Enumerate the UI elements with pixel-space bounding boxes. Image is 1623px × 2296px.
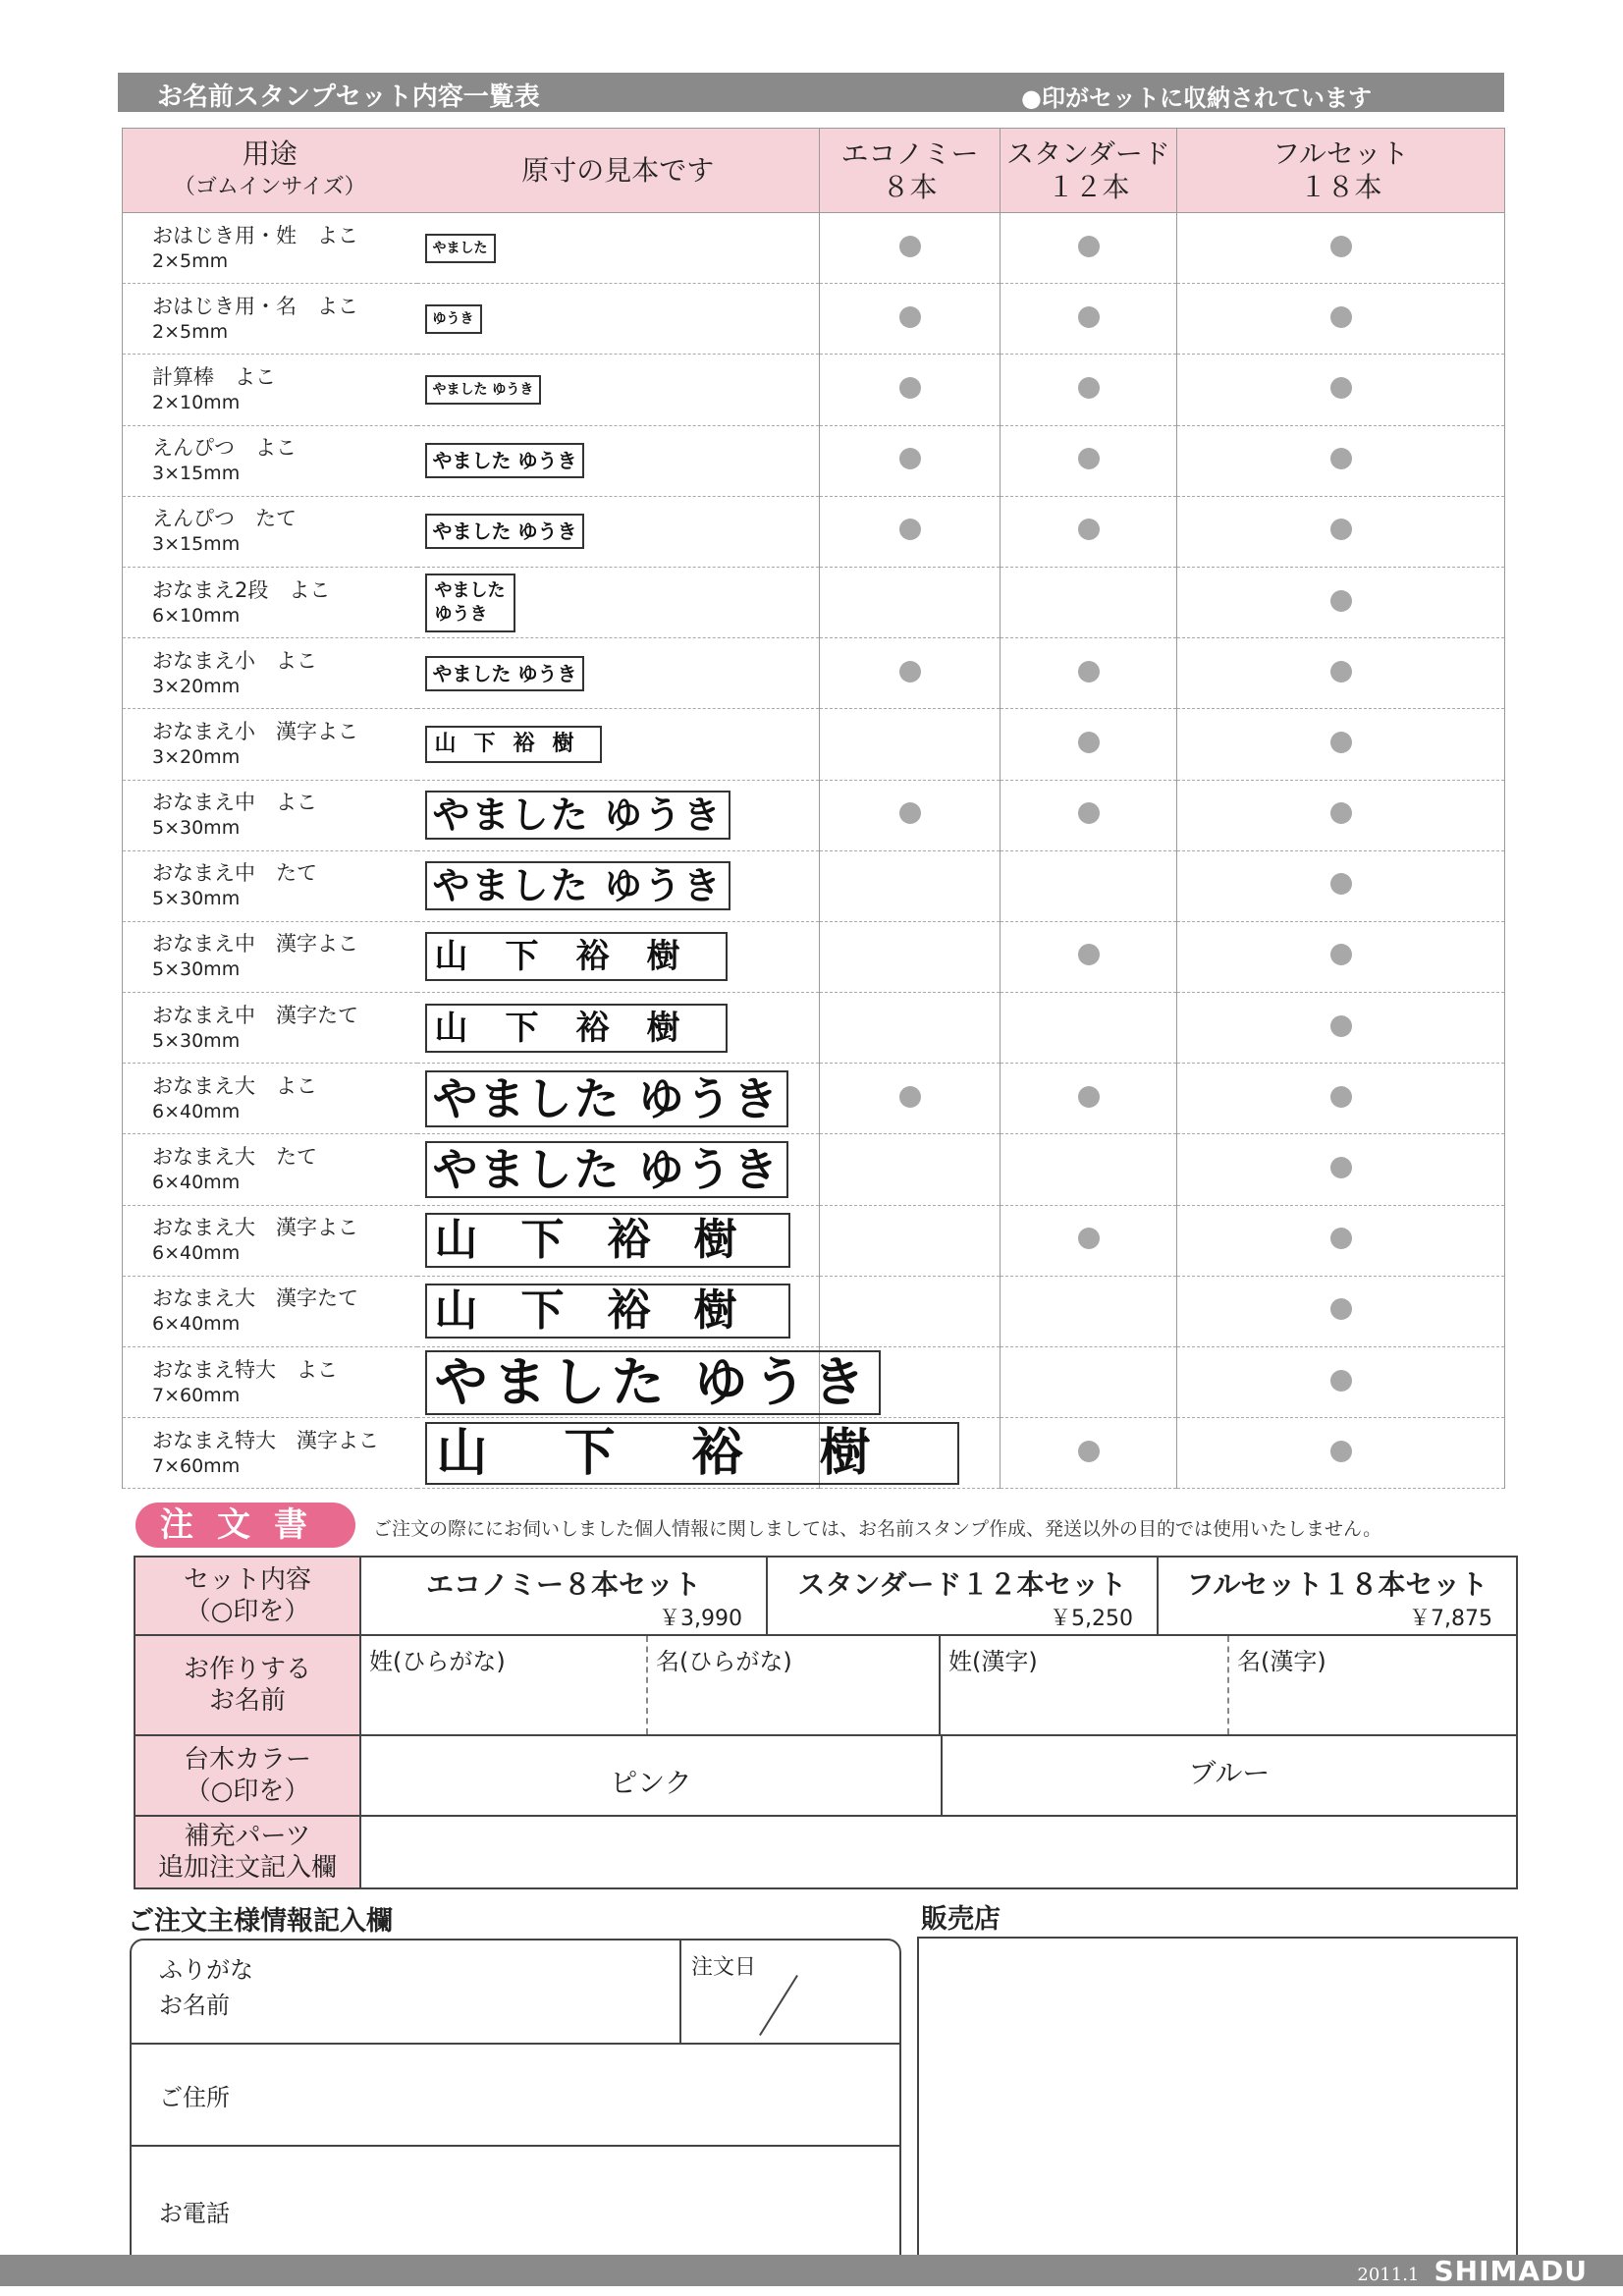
included-dot-icon [1078,944,1100,965]
stamp-sample: 山下裕樹 [425,726,602,763]
included-full-cell [1177,567,1505,637]
sample-cell [417,993,820,1064]
table-row [123,1205,1505,1276]
sample-cell [417,213,820,284]
footer-brand: SHIMADU [1434,2255,1588,2287]
table-row [123,496,1505,567]
included-dot-icon [1078,802,1100,824]
stamp-sample: 山下裕樹 [425,1004,728,1053]
sample-cell [417,921,820,992]
page-title: お名前スタンプセット内容一覧表 [157,82,540,112]
option-blue[interactable]: ブルー [1188,1757,1271,1789]
col-header-fullset: フルセット １８本 [1177,129,1505,213]
included-dot-icon [1078,1228,1100,1249]
included-dot-icon [1330,306,1352,328]
included-dot-icon [1330,1015,1352,1037]
included-std-cell [1001,1134,1177,1205]
included-std-cell [1001,1205,1177,1276]
included-full-cell [1177,284,1505,355]
included-eco-cell [820,1064,1001,1134]
sei-kana-field[interactable]: 姓(ひらがな) [361,1636,648,1734]
included-eco-cell [820,709,1001,780]
included-eco-cell [820,780,1001,850]
included-full-cell [1177,1418,1505,1489]
stamp-sample: やました ゆうき [425,1350,882,1415]
table-row [123,709,1505,780]
stamp-sample: やました ゆうき [425,375,542,405]
included-eco-cell [820,496,1001,567]
included-eco-cell [820,850,1001,921]
included-eco-cell [820,1276,1001,1346]
name-row [135,1636,1516,1736]
table-row [123,425,1505,496]
included-std-cell [1001,921,1177,992]
table-row [123,213,1505,284]
color-row [135,1736,1516,1817]
included-eco-cell [820,425,1001,496]
parts-field[interactable] [361,1817,1516,1887]
table-row [123,567,1505,637]
use-cell: おなまえ小 漢字よこ 3×20mm [123,709,417,780]
included-dot-icon [1330,1370,1352,1392]
color-label: 台木カラー （○印を） [135,1736,361,1815]
customer-info-title: ご注文主様情報記入欄 [128,1906,393,1937]
included-eco-cell [820,213,1001,284]
included-full-cell [1177,1347,1505,1418]
option-pink[interactable]: ピンク [361,1736,943,1815]
order-form-tab: 注文書 [135,1503,355,1548]
included-dot-icon [1078,1441,1100,1462]
included-dot-icon [1330,944,1352,965]
parts-label: 補充パーツ 追加注文記入欄 [135,1817,361,1887]
stamp-sample: やました ゆうき [425,1141,788,1198]
use-cell: おなまえ2段 よこ 6×10mm [123,567,417,637]
sample-cell [417,1064,820,1134]
included-dot-icon [899,1086,921,1108]
included-eco-cell [820,1205,1001,1276]
stamp-sample: 山下裕樹 [425,932,728,981]
option-standard-set[interactable]: スタンダード１２本セット ￥5,250 [768,1558,1159,1634]
table-row [123,1064,1505,1134]
included-dot-icon [1330,377,1352,399]
sample-cell [417,638,820,709]
use-cell: 計算棒 よこ 2×10mm [123,355,417,425]
name-label: お作りする お名前 [135,1636,361,1734]
included-dot-icon [899,661,921,683]
date-slash [759,1975,798,2036]
included-dot-icon [1330,1157,1352,1178]
included-dot-icon [1078,448,1100,469]
stamp-sample: やました ゆうき [425,861,730,910]
included-full-cell [1177,1064,1505,1134]
stamp-sample: 山下裕樹 [425,1213,790,1268]
sample-cell [417,567,820,637]
included-dot-icon [1330,519,1352,540]
set-row [135,1558,1516,1636]
col-header-economy: エコノミー ８本 [820,129,1001,213]
customer-name-label: お名前 [159,1992,230,2019]
included-dot-icon [1078,306,1100,328]
sample-cell [417,496,820,567]
included-full-cell [1177,1276,1505,1346]
included-dot-icon [1330,802,1352,824]
included-std-cell [1001,496,1177,567]
included-eco-cell [820,993,1001,1064]
table-row [123,1276,1505,1346]
sample-cell [417,1134,820,1205]
sei-kanji-field[interactable]: 姓(漢字) [941,1636,1229,1734]
included-dot-icon [1330,873,1352,895]
included-full-cell [1177,921,1505,992]
included-dot-icon [1078,661,1100,683]
address-label: ご住所 [159,2084,230,2111]
use-cell: おなまえ特大 よこ 7×60mm [123,1347,417,1418]
included-dot-icon [1078,732,1100,753]
use-cell: おなまえ大 たて 6×40mm [123,1134,417,1205]
included-std-cell [1001,993,1177,1064]
order-date-label: 注文日 [691,1955,757,1980]
included-dot-icon [1330,1228,1352,1249]
use-cell: おはじき用・姓 よこ 2×5mm [123,213,417,284]
use-cell: おなまえ大 漢字よこ 6×40mm [123,1205,417,1276]
sample-cell [417,850,820,921]
included-full-cell [1177,1134,1505,1205]
use-cell: えんぴつ たて 3×15mm [123,496,417,567]
included-std-cell [1001,1276,1177,1346]
included-full-cell [1177,709,1505,780]
mei-kanji-field[interactable]: 名(漢字) [1237,1648,1326,1675]
included-full-cell [1177,213,1505,284]
included-dot-icon [1330,1298,1352,1320]
col-header-sample: 原寸の見本です [417,129,820,213]
sample-cell [417,355,820,425]
use-cell: おなまえ中 よこ 5×30mm [123,780,417,850]
use-cell: おなまえ中 たて 5×30mm [123,850,417,921]
included-full-cell [1177,425,1505,496]
included-std-cell [1001,425,1177,496]
sample-cell [417,1276,820,1346]
included-dot-icon [899,306,921,328]
order-form [134,1556,1518,1889]
set-label: セット内容 （○印を） [135,1558,361,1634]
sample-cell [417,425,820,496]
table-row [123,284,1505,355]
use-cell: おなまえ中 漢字よこ 5×30mm [123,921,417,992]
included-std-cell [1001,284,1177,355]
privacy-note: ご注文の際ににお伺いしました個人情報に関しましては、お名前スタンプ作成、発送以外の目的では使用いたしません。 [373,1518,1382,1540]
sample-cell [417,1347,872,1418]
included-full-cell [1177,1205,1505,1276]
included-dot-icon [899,519,921,540]
use-cell: おなまえ中 漢字たて 5×30mm [123,993,417,1064]
included-dot-icon [1078,1086,1100,1108]
included-dot-icon [1078,236,1100,257]
table-row [123,1134,1505,1205]
included-std-cell [1001,1064,1177,1134]
sample-cell [417,1418,947,1489]
col-header-use: 用途 （ゴムインサイズ） [123,129,417,213]
stamp-sample: 山下裕樹 [425,1284,790,1339]
use-cell: おなまえ特大 漢字よこ 7×60mm [123,1418,417,1489]
stamp-sample: やました ゆうき [425,1070,788,1127]
included-std-cell [1001,1347,1177,1418]
included-dot-icon [899,236,921,257]
shop-box[interactable] [917,1937,1518,2280]
option-full-set[interactable]: フルセット１８本セット ￥7,875 [1186,1568,1492,1631]
included-std-cell [1001,355,1177,425]
furigana-label: ふりがな [159,1956,253,1984]
stamp-sample: やました ゆうき [425,443,585,478]
included-dot-icon [1330,1086,1352,1108]
included-std-cell [1001,1418,1177,1489]
stamp-contents-table [122,128,1505,1489]
included-std-cell [1001,567,1177,637]
footer-year: 2011.1 [1357,2265,1420,2285]
included-dot-icon [1330,590,1352,612]
stamp-sample: やました ゆうき [425,574,515,632]
table-row [123,780,1505,850]
use-cell: おなまえ大 よこ 6×40mm [123,1064,417,1134]
footer-bar [0,2255,1623,2286]
included-full-cell [1177,638,1505,709]
sample-cell [417,284,820,355]
table-row [123,638,1505,709]
included-dot-icon [1330,732,1352,753]
included-std-cell [1001,709,1177,780]
stamp-sample: やました ゆうき [425,791,730,840]
stamp-sample: ゆうき [425,304,482,334]
table-row [123,850,1505,921]
included-dot-icon [899,377,921,399]
customer-info-box [130,1939,901,2280]
included-eco-cell [820,1134,1001,1205]
table-row [123,1347,1505,1418]
included-dot-icon [1078,519,1100,540]
included-dot-icon [1078,377,1100,399]
shop-title: 販売店 [921,1904,1001,1935]
included-dot-icon [1330,236,1352,257]
included-std-cell [1001,638,1177,709]
table-row [123,993,1505,1064]
mei-kana-field[interactable]: 名(ひらがな) [648,1636,941,1734]
sample-cell [417,780,820,850]
parts-row [135,1817,1516,1887]
use-cell: おなまえ小 よこ 3×20mm [123,638,417,709]
header-bar [118,73,1504,112]
included-eco-cell [820,284,1001,355]
col-header-standard: スタンダード １２本 [1001,129,1177,213]
included-dot-icon [1330,661,1352,683]
included-eco-cell [820,638,1001,709]
sample-cell [417,709,820,780]
included-full-cell [1177,850,1505,921]
included-full-cell [1177,993,1505,1064]
stamp-sample: やました [425,234,496,263]
stamp-sample: やました ゆうき [425,656,585,691]
included-eco-cell [820,355,1001,425]
included-dot-icon [1330,1441,1352,1462]
included-std-cell [1001,850,1177,921]
included-std-cell [1001,780,1177,850]
phone-label: お電話 [159,2200,230,2227]
table-row [123,921,1505,992]
header-note: ●印がセットに収納されています [1021,84,1372,112]
stamp-sample: 山下裕樹 [425,1422,959,1485]
included-full-cell [1177,355,1505,425]
sample-cell [417,1205,820,1276]
included-dot-icon [1330,448,1352,469]
use-cell: おなまえ大 漢字たて 6×40mm [123,1276,417,1346]
included-dot-icon [899,802,921,824]
included-std-cell [1001,213,1177,284]
included-eco-cell [820,567,1001,637]
stamp-sample: やました ゆうき [425,514,585,549]
use-cell: おはじき用・名 よこ 2×5mm [123,284,417,355]
option-economy-set[interactable]: エコノミー８本セット ￥3,990 [361,1558,768,1634]
included-full-cell [1177,496,1505,567]
table-row [123,355,1505,425]
included-full-cell [1177,780,1505,850]
table-row [123,1418,1505,1489]
included-dot-icon [899,448,921,469]
included-eco-cell [820,921,1001,992]
use-cell: えんぴつ よこ 3×15mm [123,425,417,496]
